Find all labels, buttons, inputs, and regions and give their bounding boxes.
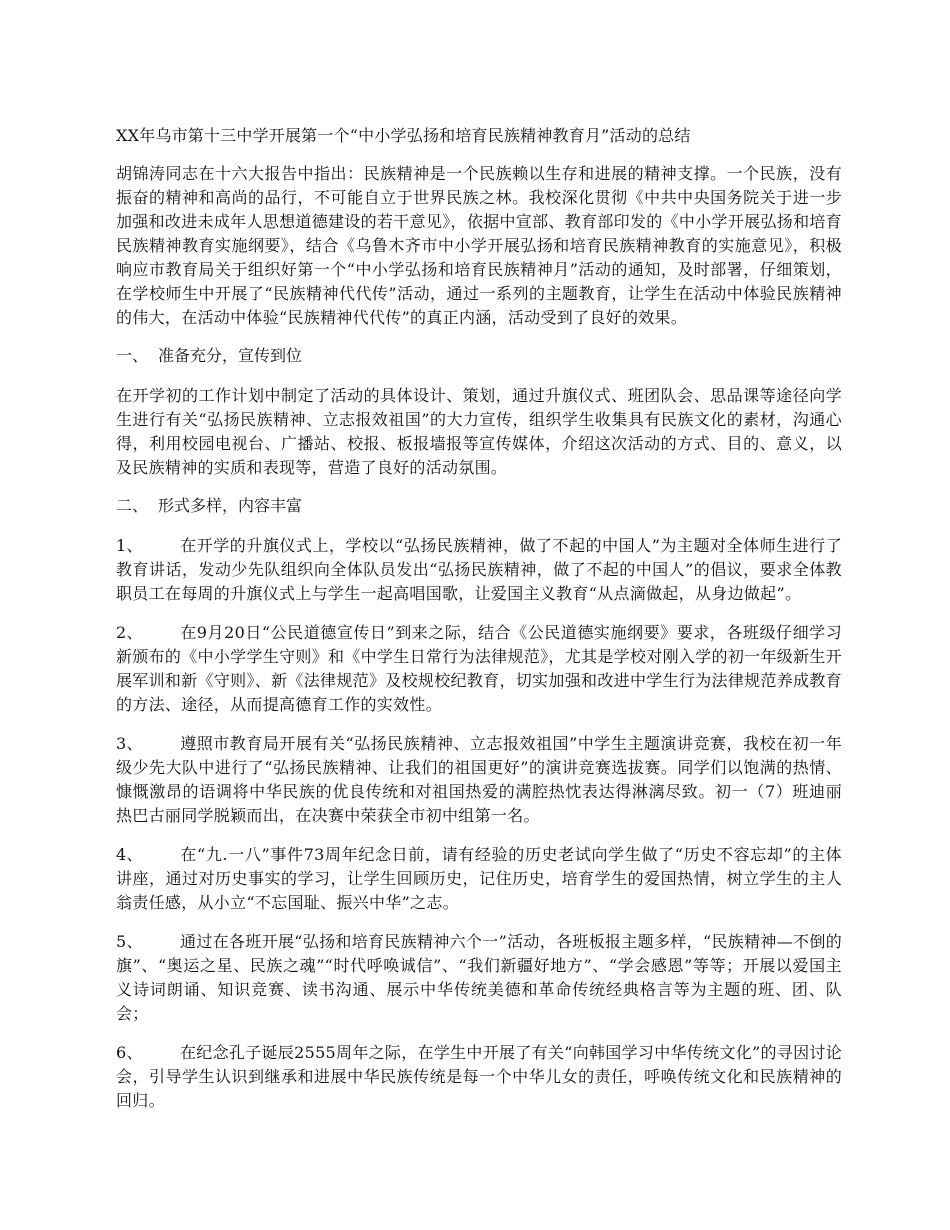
list-item-text: 通过在各班开展“弘扬和培育民族精神六个一”活动，各班板报主题多样，“民族精神—不倒的旗”、“奥运之星、民族之魂”“时代呼唤诚信”、“我们新疆好地方”、“学会感恩”等等；开展以爱国主义诗词朗诵、知识竞赛、读书沟通、展示中华传统美德和革命传统经典格言等为主题的班、团、队会； (116, 932, 842, 1023)
section-1-heading (116, 344, 842, 368)
list-item (116, 930, 842, 1026)
list-item-text: 在纪念孔子诞辰2555周年之际，在学生中开展了有关“向韩国学习中华传统文化”的寻因讨论会，引导学生认识到继承和进展中华民族传统是每一个中华儿女的责任，呼唤传统文化和民族精神的回归。 (116, 1043, 842, 1110)
section-1-title: 准备充分，宣传到位 (158, 346, 303, 365)
list-item-number: 6、 (116, 1043, 143, 1062)
list-item-number: 2、 (116, 623, 143, 642)
list-item-number: 4、 (116, 845, 143, 864)
list-item (116, 621, 842, 717)
list-item (116, 534, 842, 606)
list-item-text: 遵照市教育局开展有关“弘扬民族精神、立志报效祖国”中学生主题演讲竞赛，我校在初一年级少先大队中进行了“弘扬民族精神、让我们的祖国更好”的演讲竞赛选拔赛。同学们以饱满的热情、慷慨激昂的语调将中华民族的优良传统和对祖国热爱的满腔热忱表达得淋漓尽致。初一（7）班迪丽热巴古丽同学脱颖而出，在决赛中荣获全市初中组第一名。 (116, 734, 842, 825)
list-item (116, 1041, 842, 1113)
list-item-number: 1、 (116, 536, 143, 555)
list-item-text: 在开学的升旗仪式上，学校以“弘扬民族精神，做了不起的中国人”为主题对全体师生进行了教育讲话，发动少先队组织向全体队员发出“弘扬民族精神，做了不起的中国人”的倡议，要求全体教职员工在每周的升旗仪式上与学生一起高唱国歌，让爱国主义教育“从点滴做起，从身边做起”。 (116, 536, 842, 603)
section-2-title: 形式多样，内容丰富 (158, 496, 303, 515)
section-1-paragraph: 在开学初的工作计划中制定了活动的具体设计、策划，通过升旗仪式、班团队会、思品课等途径向学生进行有关“弘扬民族精神、立志报效祖国”的大力宣传，组织学生收集具有民族文化的素材，沟通心得，利用校园电视台、广播站、校报、板报墙报等宣传媒体，介绍这次活动的方式、目的、意义，以及民族精神的实质和表现等，营造了良好的活动氛围。 (116, 386, 842, 477)
list-item-text: 在9月20日“公民道德宣传日”到来之际，结合《公民道德实施纲要》要求，各班级仔细学习新颁布的《中小学学生守则》和《中学生日常行为法律规范》，尤其是学校对刚入学的初一年级新生开展军训和新《守则》、新《法律规范》及校规校纪教育，切实加强和改进中学生行为法律规范养成教育的方法、途径，从而提高德育工作的实效性。 (116, 623, 842, 714)
list-item-number: 5、 (116, 932, 143, 951)
section-2-number: 二、 (116, 496, 149, 515)
intro-paragraph: 胡锦涛同志在十六大报告中指出：民族精神是一个民族赖以生存和进展的精神支撑。一个民族，没有振奋的精神和高尚的品行，不可能自立于世界民族之林。我校深化贯彻《中共中央国务院关于进一步加强和改进未成年人思想道德建设的若干意见》，依据中宣部、教育部印发的《中小学开展弘扬和培育民族精神教育实施纲要》，结合《乌鲁木齐市中小学开展弘扬和培育民族精神教育的实施意见》，积极响应市教育局关于组织好第一个“中小学弘扬和培育民族精神月”活动的通知，及时部署，仔细策划，在学校师生中开展了“民族精神代代传”活动，通过一系列的主题教育，让学生在活动中体验民族精神的伟大，在活动中体验“民族精神代代传”的真正内涵，活动受到了良好的效果。 (116, 164, 842, 327)
section-2-heading (116, 494, 842, 518)
list-item (116, 732, 842, 828)
document-title: XX年乌市第十三中学开展第一个“中小学弘扬和培育民族精神教育月”活动的总结 (116, 126, 691, 145)
document-page (116, 124, 842, 1128)
list-item-text: 在“九.一八”事件73周年纪念日前，请有经验的历史老试向学生做了“历史不容忘却”的主体讲座，通过对历史事实的学习，让学生回顾历史，记住历史，培育学生的爱国热情，树立学生的主人翁责任感，从小立“不忘国耻、振兴中华”之志。 (116, 845, 842, 912)
list-item-number: 3、 (116, 734, 143, 753)
list-item (116, 843, 842, 915)
section-1-number: 一、 (116, 346, 149, 365)
